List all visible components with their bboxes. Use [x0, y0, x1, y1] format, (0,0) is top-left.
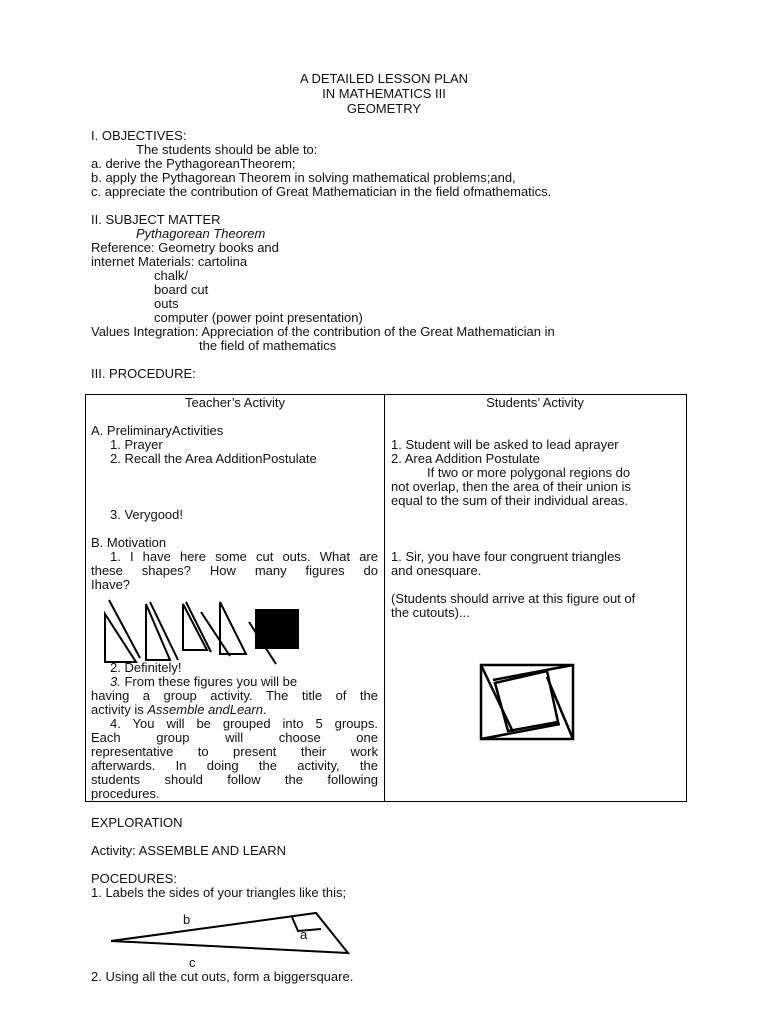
procedure-step-2: 2. Using all the cut outs, form a biggersquare.	[91, 969, 354, 984]
exploration-heading: EXPLORATION	[91, 815, 183, 830]
teacher-motivation-4-end: procedures.	[91, 786, 160, 801]
teacher-motivation-1-cont: these shapes? How many figures do	[91, 563, 378, 578]
material-item: board cut	[154, 282, 209, 297]
material-item: chalk/	[154, 268, 188, 283]
subject-matter-heading: II. SUBJECT MATTER	[91, 212, 221, 227]
teacher-very-good: 3. Verygood!	[110, 507, 183, 522]
side-label-a: a	[300, 927, 308, 942]
objective-a: a. derive the PythagoreanTheorem;	[91, 156, 296, 171]
teacher-motivation-4-cont: representative to present their work	[91, 744, 378, 759]
teacher-recall: 2. Recall the Area AdditionPostulate	[110, 451, 317, 466]
objective-c: c. appreciate the contribution of Great Mathematician in the field ofmathematics.	[91, 184, 552, 199]
subject-topic: Pythagorean Theorem	[136, 226, 266, 241]
teacher-motivation-3-text: From these figures you will be	[120, 674, 298, 689]
material-item: outs	[154, 296, 179, 311]
student-motivation-answer: 1. Sir, you have four congruent triangles	[391, 549, 621, 564]
student-motivation-answer-cont: and onesquare.	[391, 563, 482, 578]
teacher-motivation-4: 4. You will be grouped into 5 groups.	[110, 716, 378, 731]
objectives-intro: The students should be able to:	[136, 142, 318, 157]
right-triangle	[111, 913, 348, 953]
motivation-heading: B. Motivation	[91, 535, 167, 550]
activity-title: Assemble andLearn	[147, 702, 263, 717]
teacher-prayer: 1. Prayer	[110, 437, 163, 452]
teacher-motivation-1-end: Ihave?	[91, 577, 131, 592]
teacher-definitely: 2. Definitely!	[110, 660, 182, 675]
procedures-heading: POCEDURES:	[91, 871, 177, 886]
procedure-heading: III. PROCEDURE:	[91, 366, 196, 381]
student-postulate-text-cont: not overlap, then the area of their union is	[391, 479, 631, 494]
reference-line: Reference: Geometry books and	[91, 240, 279, 255]
topic-title: GEOMETRY	[346, 101, 422, 116]
preliminary-activities: A. PreliminaryActivities	[91, 423, 224, 438]
teacher-motivation-3-cont: having a group activity. The title of the	[91, 688, 378, 703]
objective-b: b. apply the Pythagorean Theorem in solving mathematical problems;and,	[91, 170, 516, 185]
values-integration-cont: the field of mathematics	[199, 338, 337, 353]
side-label-c: c	[189, 955, 196, 970]
student-prayer: 1. Student will be asked to lead aprayer	[391, 437, 619, 452]
procedure-step-1: 1. Labels the sides of your triangles like this;	[91, 885, 347, 900]
materials-line: internet Materials: cartolina	[91, 254, 248, 269]
student-postulate-text-end: equal to the sum of their individual areas.	[391, 493, 629, 508]
student-figure-note: (Students should arrive at this figure out of	[391, 591, 636, 606]
teacher-motivation-4-cont: afterwards. In doing the activity, the	[91, 758, 378, 773]
students-column-header: Students’ Activity	[486, 395, 584, 410]
lesson-plan-title: A DETAILED LESSON PLAN	[299, 71, 469, 86]
student-postulate-text: If two or more polygonal regions do	[427, 465, 631, 480]
activity-is-text: activity is	[91, 702, 148, 717]
period: .	[262, 702, 267, 717]
subject-title: IN MATHEMATICS III	[322, 86, 446, 101]
student-area-postulate: 2. Area Addition Postulate	[391, 451, 540, 466]
item-number: 3.	[110, 674, 121, 689]
teacher-motivation-4-cont: Each group will choose one	[91, 730, 378, 745]
activity-title-line: Activity: ASSEMBLE AND LEARN	[91, 843, 287, 858]
objectives-heading: I. OBJECTIVES:	[91, 128, 187, 143]
teacher-motivation-1: 1. I have here some cut outs. What are	[110, 549, 378, 564]
teacher-column-header: Teacher’s Activity	[185, 395, 285, 410]
student-figure-note-cont: the cutouts)...	[391, 605, 470, 620]
values-integration: Values Integration: Appreciation of the contribution of the Great Mathematician in	[91, 324, 555, 339]
side-label-b: b	[183, 912, 191, 927]
teacher-motivation-4-cont: students should follow the following	[91, 772, 378, 787]
material-item: computer (power point presentation)	[154, 310, 363, 325]
